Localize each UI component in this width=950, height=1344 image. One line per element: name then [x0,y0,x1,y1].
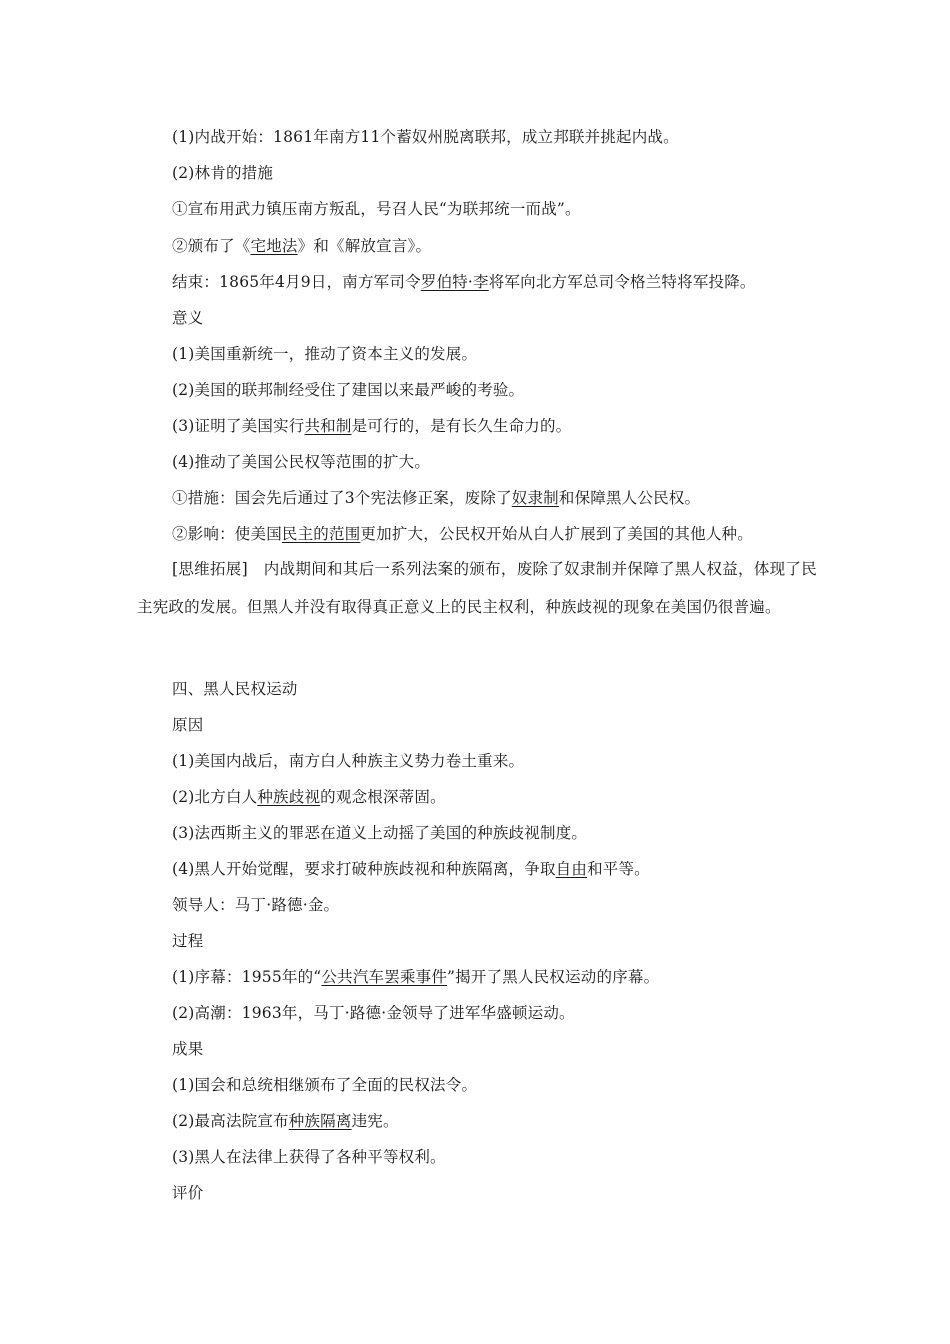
text-line: (3)法西斯主义的罪恶在道义上动摇了美国的种族歧视制度。 [172,824,588,842]
underlined-term: 种族歧视 [257,788,321,806]
section-heading: 成果 [172,1040,204,1058]
text-segment: 结束：1865年4月9日，南方军司令 [172,273,421,291]
text-line: (2)高潮：1963年，马丁·路德·金领导了进军华盛顿运动。 [172,1004,575,1022]
section-heading: 过程 [172,932,204,950]
text-segment: 和保障黑人公民权。 [558,489,701,507]
text-segment: (1)序幕：1955年的“ [172,968,322,986]
text-segment: ②颁布了《 [172,237,251,255]
text-line: (2)美国的联邦制经受住了建国以来最严峻的考验。 [172,381,525,399]
underlined-term: 宅地法 [250,237,298,255]
underlined-term: 罗伯特·李 [420,273,489,291]
section-heading: 评价 [172,1184,204,1202]
text-line: 领导人：马丁·路德·金。 [172,896,340,914]
text-segment: 是可行的，是有长久生命力的。 [351,417,572,435]
text-segment: 和平等。 [587,860,650,878]
text-segment: (2)北方白人 [172,788,258,806]
section-heading: 意义 [172,309,204,327]
text-line: (3)黑人在法律上获得了各种平等权利。 [172,1148,446,1166]
text-segment: (2)最高法院宣布 [172,1112,289,1130]
underlined-term: 种族隔离 [288,1112,352,1130]
text-line: (2)林肯的措施 [172,164,274,182]
text-line [172,488,700,508]
text-line: (4)推动了美国公民权等范围的扩大。 [172,453,431,471]
text-segment: ②影响：使美国 [172,525,282,543]
text-line: (1)美国内战后，南方白人种族主义势力卷土重来。 [172,752,525,770]
text-line [172,1111,399,1131]
text-segment: 的观念根深蒂固。 [320,788,446,806]
underlined-term: 共和制 [304,417,352,435]
underlined-term: 奴隶制 [511,489,559,507]
text-line: (1)国会和总统相继颁布了全面的民权法令。 [172,1076,478,1094]
text-segment: ”揭开了黑人民权运动的序幕。 [447,968,660,986]
text-line [172,272,756,292]
underlined-term: 自由 [555,860,588,878]
underlined-term: 民主的范围 [281,525,361,543]
text-line [172,236,431,256]
text-line [172,967,659,987]
text-line: (1)内战开始：1861年南方11个蓄奴州脱离联邦，成立邦联并挑起内战。 [172,128,679,146]
text-line [172,859,650,879]
text-segment: 将军向北方军总司令格兰特将军投降。 [488,273,756,291]
section-heading: 四、黑人民权运动 [172,680,298,698]
text-line [172,787,446,807]
text-segment: (4)黑人开始觉醒，要求打破种族歧视和种族隔离，争取 [172,860,556,878]
text-segment: 更加扩大，公民权开始从白人扩展到了美国的其他人种。 [360,525,753,543]
text-segment: ①措施：国会先后通过了3个宪法修正案，废除了 [172,489,512,507]
text-segment: 》和《解放宣言》。 [297,237,432,255]
text-line [172,416,571,436]
underlined-term: 公共汽车罢乘事件 [321,968,448,986]
text-segment: (3)证明了美国实行 [172,417,305,435]
section-heading: 原因 [172,716,204,734]
thinking-extension-paragraph: [思维拓展] 内战期间和其后一系列法案的颁布，废除了奴隶制并保障了黑人权益，体现了民主宪政的发展。但黑人并没有取得真正意义上的民主权利，种族歧视的现象在美国仍很普遍。 [137,560,817,616]
text-line: (1)美国重新统一，推动了资本主义的发展。 [172,345,478,363]
text-segment: 违宪。 [351,1112,399,1130]
text-line: ①宣布用武力镇压南方叛乱，号召人民“为联邦统一而战”。 [172,200,581,218]
text-line [172,524,753,544]
